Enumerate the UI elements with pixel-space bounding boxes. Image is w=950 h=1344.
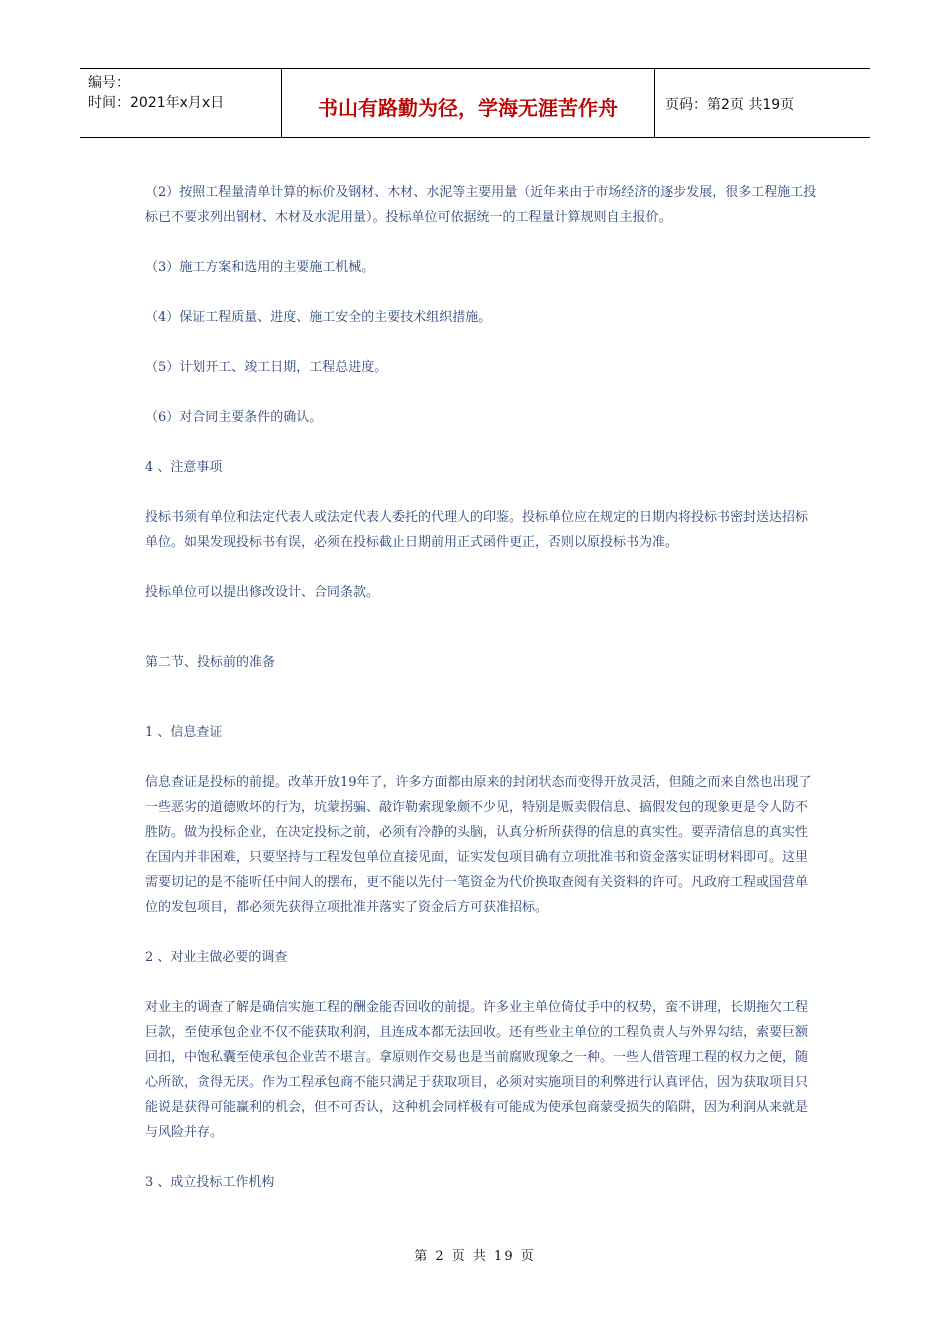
header-page-info: 页码：第2页 共19页 [665,97,795,113]
document-body [145,180,817,1195]
section-heading-notes: 4 、注意事项 [145,460,223,475]
header-meta-cell [80,69,282,137]
paragraph-quality-measures: （4）保证工程质量、进度、施工安全的主要技术组织措施。 [145,310,492,325]
header-time-label: 时间：2021年x月x日 [88,95,225,111]
paragraph-schedule: （5）计划开工、竣工日期，工程总进度。 [145,360,388,375]
paragraph-bid-price: （2）按照工程量清单计算的标价及钢材、木材、水泥等主要用量（近年来由于市场经济的逐步发展，很多工程施工投标已不要求列出钢材、木材及水泥用量）。投标单位可依据统一的工程量计算规则自主报价。 [145,185,817,225]
header-motto: 书山有路勤为径，学海无涯苦作舟 [282,69,655,137]
paragraph-owner-survey: 对业主的调查了解是确信实施工程的酬金能否回收的前提。许多业主单位倚仗手中的权势，蛮不讲理，长期拖欠工程巨款，至使承包企业不仅不能获取利润，且连成本都无法回收。还有些业主单位的工程负责人与外界勾结，索要巨额回扣，中饱私囊至使承包企业苦不堪言。拿原则作交易也是当前腐败现象之一种。一些人借管理工程的权力之便，随心所欲，贪得无厌。作为工程承包商不能只满足于获取项目，必须对实施项目的利弊进行认真评估，因为获取项目只能说是获得可能赢利的机会，但不可否认，这种机会同样极有可能成为使承包商蒙受损失的陷阱，因为利润从来就是与风险并存。 [145,1000,809,1140]
paragraph-design-modification: 投标单位可以提出修改设计、合同条款。 [145,585,380,600]
section-heading-info-verification: 1 、信息查证 [145,725,223,740]
document-header [80,68,870,138]
paragraph-construction-plan: （3）施工方案和选用的主要施工机械。 [145,260,375,275]
section-heading-bid-team: 3 、成立投标工作机构 [145,1175,275,1190]
section-heading-owner-survey: 2 、对业主做必要的调查 [145,950,288,965]
paragraph-info-verification: 信息查证是投标的前提。改革开放19年了，许多方面都由原来的封闭状态而变得开放灵活，但随之而来自然也出现了一些恶劣的道德败坏的行为，坑蒙拐骗、敲诈勒索现象颇不少见，特别是贩卖假信息、搞假发包的现象更是令人防不胜防。做为投标企业，在决定投标之前，必须有冷静的头脑，认真分析所获得的信息的真实性。要弄清信息的真实性在国内并非困难，只要坚持与工程发包单位直接见面，证实发包项目确有立项批准书和资金落实证明材料即可。这里需要切记的是不能听任中间人的摆布，更不能以先付一笔资金为代价换取查阅有关资料的许可。凡政府工程或国营单位的发包项目，都必须先获得立项批准并落实了资金后方可获准招标。 [145,775,812,915]
page-footer: 第 2 页 共 19 页 [414,1249,536,1264]
header-number-label: 编号： [88,75,130,91]
paragraph-bid-seal: 投标书须有单位和法定代表人或法定代表人委托的代理人的印鉴。投标单位应在规定的日期内将投标书密封送达招标单位。如果发现投标书有误，必须在投标截止日期前用正式函件更正，否则以原投标书为准。 [145,510,809,550]
paragraph-contract-confirmation: （6）对合同主要条件的确认。 [145,410,323,425]
chapter-heading-preparation: 第二节、投标前的准备 [145,655,276,670]
